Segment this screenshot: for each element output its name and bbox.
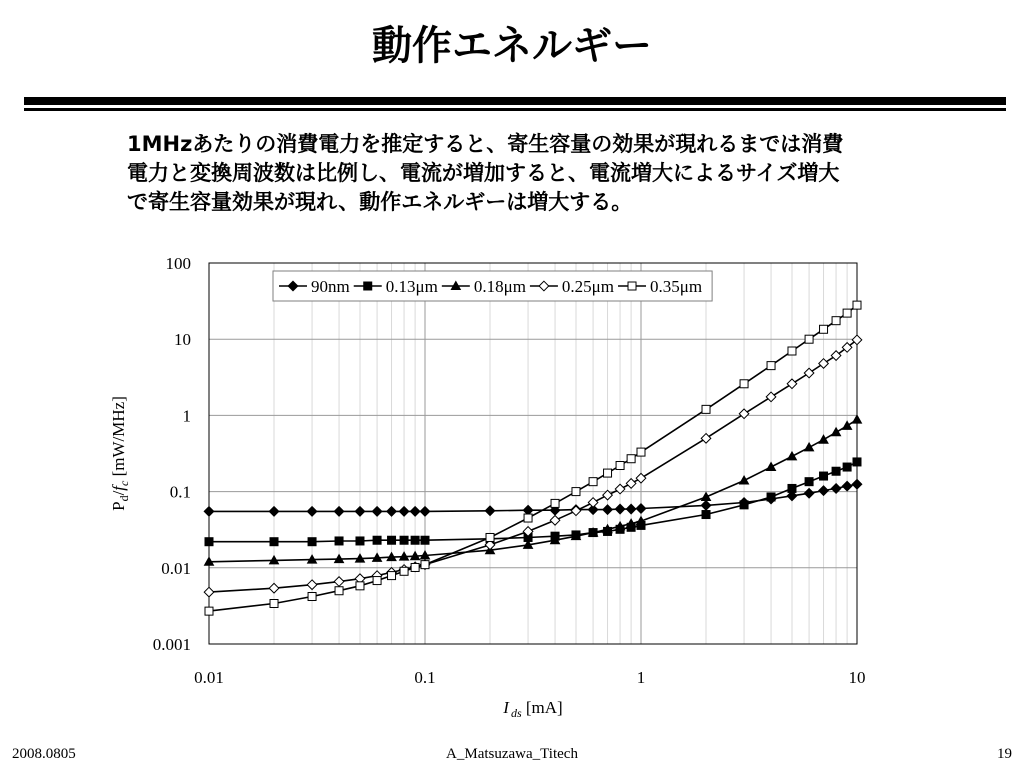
y-tick-label: 1 [182, 406, 191, 426]
data-point [373, 536, 381, 544]
data-point [270, 600, 278, 608]
y-label-slash: / [109, 490, 128, 496]
y-label-p-sub: d [117, 495, 131, 502]
data-point [524, 514, 532, 522]
x-tick-label: 0.01 [194, 668, 224, 687]
data-point [589, 478, 597, 486]
data-point [788, 347, 796, 355]
data-point [702, 405, 710, 413]
description-line: 電力と変換周波数は比例し、電流が増加すると、電流増大によるサイズ増大 [127, 161, 840, 185]
legend-label: 0.18μm [473, 277, 526, 296]
data-point [373, 577, 381, 585]
data-point [308, 538, 316, 546]
description-line: で寄生容量効果が現れ、動作エネルギーは増大する。 [127, 190, 633, 214]
data-point [740, 501, 748, 509]
data-point [205, 538, 213, 546]
x-tick-label: 1 [636, 668, 646, 687]
x-label-main: I [503, 698, 509, 717]
y-label-p: P [109, 501, 128, 511]
data-point [843, 309, 851, 317]
y-tick-label: 10 [174, 330, 191, 350]
legend-marker [628, 282, 636, 290]
data-point [740, 380, 748, 388]
x-label-unit: [mA] [521, 698, 563, 717]
description-line: 1MHzあたりの消費電力を推定すると、寄生容量の効果が現れるまでは消費 [127, 132, 844, 156]
data-point [421, 561, 429, 569]
data-point [853, 301, 861, 309]
data-point [388, 572, 396, 580]
data-point [616, 462, 624, 470]
data-point [400, 536, 408, 544]
data-point [205, 607, 213, 615]
footer-date: 2008.0805 [12, 746, 76, 762]
y-label-unit: [mW/MHz] [109, 396, 128, 481]
data-point [335, 587, 343, 595]
data-point [308, 593, 316, 601]
legend-label: 0.13μm [385, 277, 438, 296]
data-point [805, 478, 813, 486]
y-tick-label: 0.1 [169, 482, 191, 502]
data-point [820, 472, 828, 480]
y-tick-label: 100 [165, 254, 191, 273]
data-point [335, 537, 343, 545]
data-point [572, 488, 580, 496]
x-tick-label: 0.1 [414, 668, 436, 687]
data-point [604, 469, 612, 477]
data-point [270, 538, 278, 546]
x-label-sub: ds [510, 706, 522, 720]
data-point [832, 467, 840, 475]
y-tick-label: 0.01 [161, 558, 191, 578]
legend-label: 90nm [311, 277, 350, 296]
data-point [767, 493, 775, 501]
plot-area [209, 263, 857, 644]
data-point [551, 499, 559, 507]
data-point [637, 448, 645, 456]
x-axis-label [502, 698, 562, 720]
data-point [702, 511, 710, 519]
y-tick-label: 0.001 [152, 635, 191, 654]
x-tick-label: 10 [848, 668, 866, 687]
data-point [421, 536, 429, 544]
footer-page-number: 19 [997, 746, 1012, 762]
data-point [356, 537, 364, 545]
y-label-f: f [109, 485, 128, 491]
slide-title: 動作エネルギー [372, 23, 652, 69]
data-point [805, 335, 813, 343]
data-point [627, 455, 635, 463]
footer-author: A_Matsuzawa_Titech [446, 746, 578, 762]
legend [273, 271, 712, 301]
data-point [356, 582, 364, 590]
y-axis-label [109, 396, 131, 511]
data-point [788, 484, 796, 492]
legend-label: 0.35μm [650, 277, 703, 296]
data-point [411, 563, 419, 571]
data-point [767, 362, 775, 370]
data-point [853, 458, 861, 466]
data-point [388, 536, 396, 544]
y-tick-labels [153, 254, 191, 654]
y-label-f-sub: c [117, 480, 131, 486]
data-point [411, 536, 419, 544]
data-point [486, 533, 494, 541]
x-tick-labels [194, 668, 865, 687]
data-point [832, 317, 840, 325]
legend-label: 0.25μm [561, 277, 615, 296]
data-point [843, 463, 851, 471]
legend-marker [364, 282, 372, 290]
data-point [400, 567, 408, 575]
data-point [820, 325, 828, 333]
